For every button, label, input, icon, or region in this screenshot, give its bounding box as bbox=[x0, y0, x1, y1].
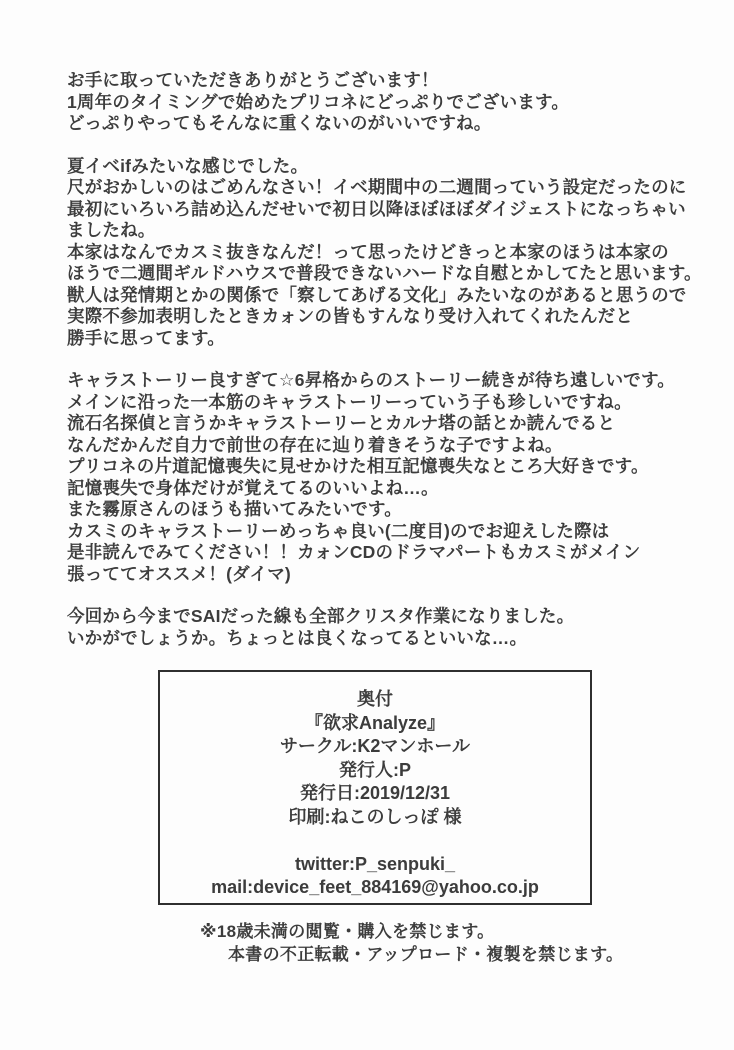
restriction-notes bbox=[200, 920, 623, 966]
paragraph-greeting bbox=[67, 70, 707, 135]
text-line: お手に取っていただきありがとうございます！ bbox=[67, 70, 439, 90]
colophon-heading: 奥付 bbox=[357, 689, 393, 709]
text-line: 本家はなんでカスミ抜きなんだ！って思ったけどきっと本家のほうは本家の bbox=[67, 241, 669, 262]
reprint-restriction-note: 本書の不正転載・アップロード・複製を禁じます。 bbox=[228, 945, 624, 964]
colophon-box bbox=[158, 670, 592, 905]
text-line: 記憶喪失で身体だけが覚えてるのいいよね…。 bbox=[67, 477, 439, 498]
text-line: 1周年のタイミングで始めたプリコネにどっぷりでございます。 bbox=[67, 91, 570, 112]
text-line: ほうで二週間ギルドハウスで普段できないハードな自慰とかしてたと思います。 bbox=[67, 263, 702, 283]
text-line: カスミのキャラストーリーめっちゃ良い(二度目)のでお迎えした際は bbox=[67, 520, 610, 541]
text-line: 夏イベifみたいな感じでした。 bbox=[67, 155, 309, 176]
text-line: 勝手に思ってます。 bbox=[67, 327, 225, 348]
mail-address: mail:device_feet_884169@yahoo.co.jp bbox=[211, 877, 539, 897]
text-line: 流石名探偵と言うかキャラストーリーとカルナ塔の話とか読んでると bbox=[67, 413, 616, 433]
text-line: 尺がおかしいのはごめんなさい！イベ期間中の二週間っていう設定だったのに bbox=[67, 177, 687, 197]
publisher-name: 発行人:P bbox=[339, 759, 411, 780]
text-line: 実際不参加表明したときカォンの皆もすんなり受け入れてくれたんだと bbox=[67, 306, 634, 326]
text-line: また霧原さんのほうも描いてみたいです。 bbox=[67, 499, 402, 519]
spacer bbox=[160, 829, 590, 853]
text-line: プリコネの片道記憶喪失に見せかけた相互記憶喪失なところ大好きです。 bbox=[67, 456, 649, 476]
text-line: 今回から今までSAIだった線も全部クリスタ作業になりました。 bbox=[67, 606, 575, 626]
age-restriction-note: ※18歳未満の閲覧・購入を禁じます。 bbox=[200, 922, 495, 941]
text-line: 最初にいろいろ詰め込んだせいで初日以降ほぼほぼダイジェストになっちゃい bbox=[67, 198, 686, 219]
text-line: いかがでしょうか。ちょっとは良くなってるといいな…。 bbox=[67, 627, 528, 648]
text-line: キャラストーリー良すぎて☆6昇格からのストーリー続きが待ち遠しいです。 bbox=[67, 370, 675, 390]
paragraph-event-notes bbox=[67, 156, 707, 350]
text-line: なんだかんだ自力で前世の存在に辿り着きそうな子ですよね。 bbox=[67, 434, 563, 455]
paragraph-character-story bbox=[67, 370, 707, 585]
printer-name: 印刷:ねこのしっぽ 様 bbox=[288, 806, 462, 827]
text-line: メインに沿った一本筋のキャラストーリーっていう子も珍しいですね。 bbox=[67, 391, 632, 412]
text-line: 張っててオススメ！(ダイマ) bbox=[67, 563, 291, 584]
text-line: どっぷりやってもそんなに重くないのがいいですね。 bbox=[67, 113, 492, 133]
publish-date: 発行日:2019/12/31 bbox=[299, 783, 451, 803]
paragraph-tools bbox=[67, 606, 707, 649]
book-title: 『欲求Analyze』 bbox=[304, 712, 446, 733]
text-line: 獣人は発情期とかの関係で「察してあげる文化」みたいなのがあると思うので bbox=[67, 284, 687, 305]
text-line: 是非読んでみてください！！カォンCDのドラマパートもカスミがメイン bbox=[67, 542, 641, 562]
circle-name: サークル:K2マンホール bbox=[279, 736, 471, 756]
text-line: ましたね。 bbox=[67, 220, 156, 240]
twitter-handle: twitter:P_senpuki_ bbox=[294, 853, 456, 874]
afterword-text bbox=[67, 70, 707, 670]
